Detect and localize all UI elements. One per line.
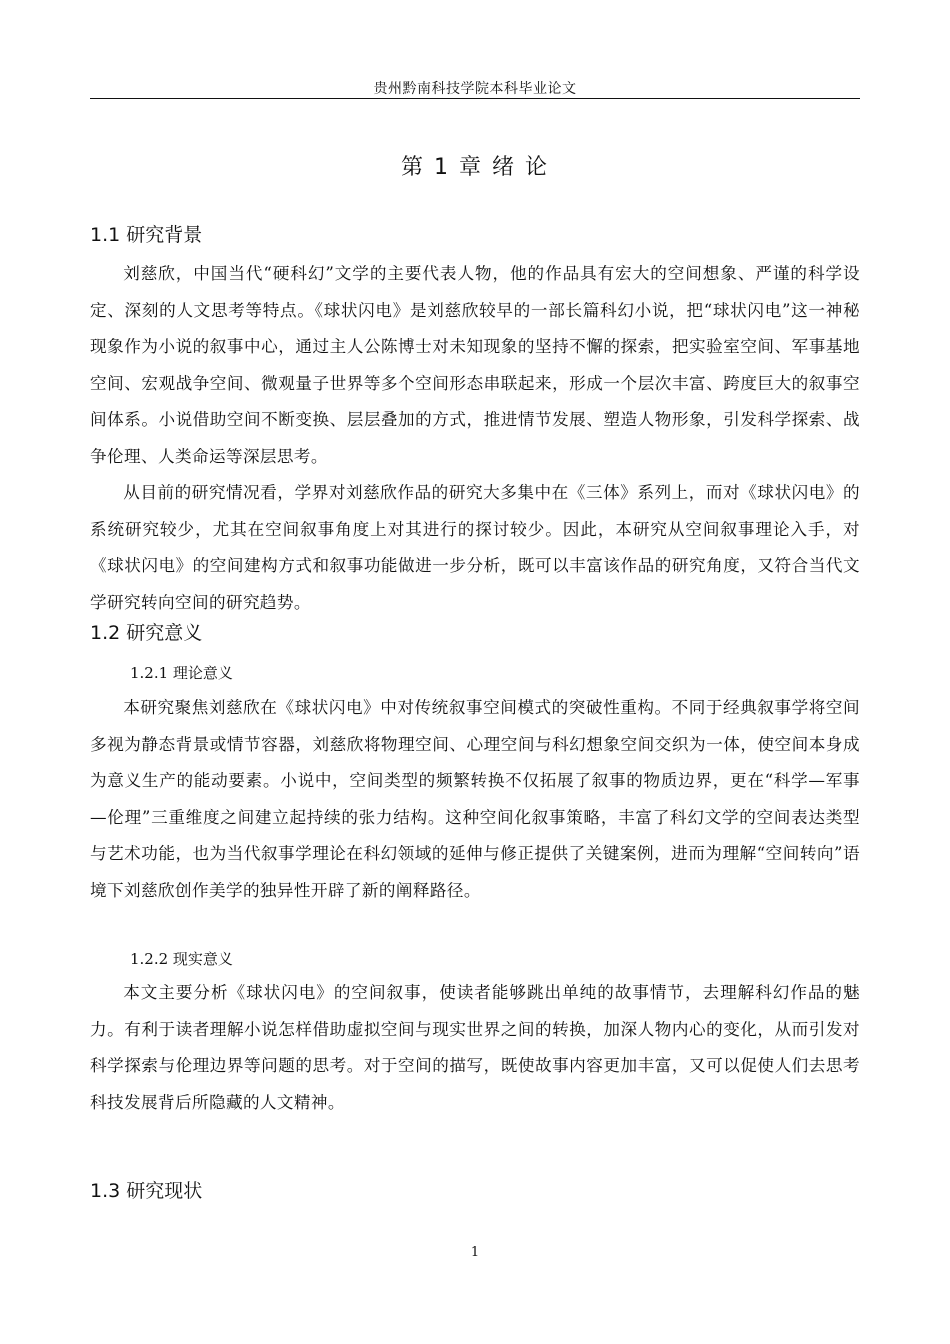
section-title-1-3: 1.3 研究现状 [90, 1180, 203, 1202]
paragraph-background-1: 刘慈欣，中国当代“硬科幻”文学的主要代表人物，他的作品具有宏大的空间想象、严谨的科学设定、深刻的人文思考等特点。《球状闪电》是刘慈欣较早的一部长篇科幻小说，把“球状闪电”这一神秘现象作为小说的叙事中心，通过主人公陈博士对未知现象的坚持不懈的探索，把实验室空间、军事基地空间、宏观战争空间、微观量子世界等多个空间形态串联起来，形成一个层次丰富、跨度巨大的叙事空间体系。小说借助空间不断变换、层层叠加的方式，推进情节发展、塑造人物形象，引发科学探索、战争伦理、人类命运等深层思考。 [90, 264, 860, 466]
running-header: 贵州黔南科技学院本科毕业论文 [373, 81, 577, 97]
header-rule [90, 98, 860, 99]
paragraph-theoretical-significance: 本研究聚焦刘慈欣在《球状闪电》中对传统叙事空间模式的突破性重构。不同于经典叙事学将空间多视为静态背景或情节容器，刘慈欣将物理空间、心理空间与科幻想象空间交织为一体，使空间本身成为意义生产的能动要素。小说中，空间类型的频繁转换不仅拓展了叙事的物质边界，更在“科学—军事—伦理”三重维度之间建立起持续的张力结构。这种空间化叙事策略，丰富了科幻文学的空间表达类型与艺术功能，也为当代叙事学理论在科幻领域的延伸与修正提供了关键案例，进而为理解“空间转向”语境下刘慈欣创作美学的独异性开辟了新的阐释路径。 [90, 698, 860, 900]
subsection-title-1-2-1: 1.2.1 理论意义 [130, 664, 233, 682]
page-number: 1 [470, 1245, 480, 1260]
section-title-1-2: 1.2 研究意义 [90, 622, 203, 644]
subsection-title-1-2-2: 1.2.2 现实意义 [130, 950, 233, 968]
chapter-title: 第 1 章 绪 论 [401, 155, 549, 180]
paragraph-practical-significance: 本文主要分析《球状闪电》的空间叙事，使读者能够跳出单纯的故事情节，去理解科幻作品的魅力。有利于读者理解小说怎样借助虚拟空间与现实世界之间的转换，加深人物内心的变化，从而引发对科学探索与伦理边界等问题的思考。对于空间的描写，既使故事内容更加丰富，又可以促使人们去思考科技发展背后所隐藏的人文精神。 [90, 983, 860, 1112]
section-title-1-1: 1.1 研究背景 [90, 224, 203, 246]
paragraph-background-2: 从目前的研究情况看，学界对刘慈欣作品的研究大多集中在《三体》系列上，而对《球状闪电》的系统研究较少，尤其在空间叙事角度上对其进行的探讨较少。因此，本研究从空间叙事理论入手，对《球状闪电》的空间建构方式和叙事功能做进一步分析，既可以丰富该作品的研究角度，又符合当代文学研究转向空间的研究趋势。 [90, 483, 860, 612]
